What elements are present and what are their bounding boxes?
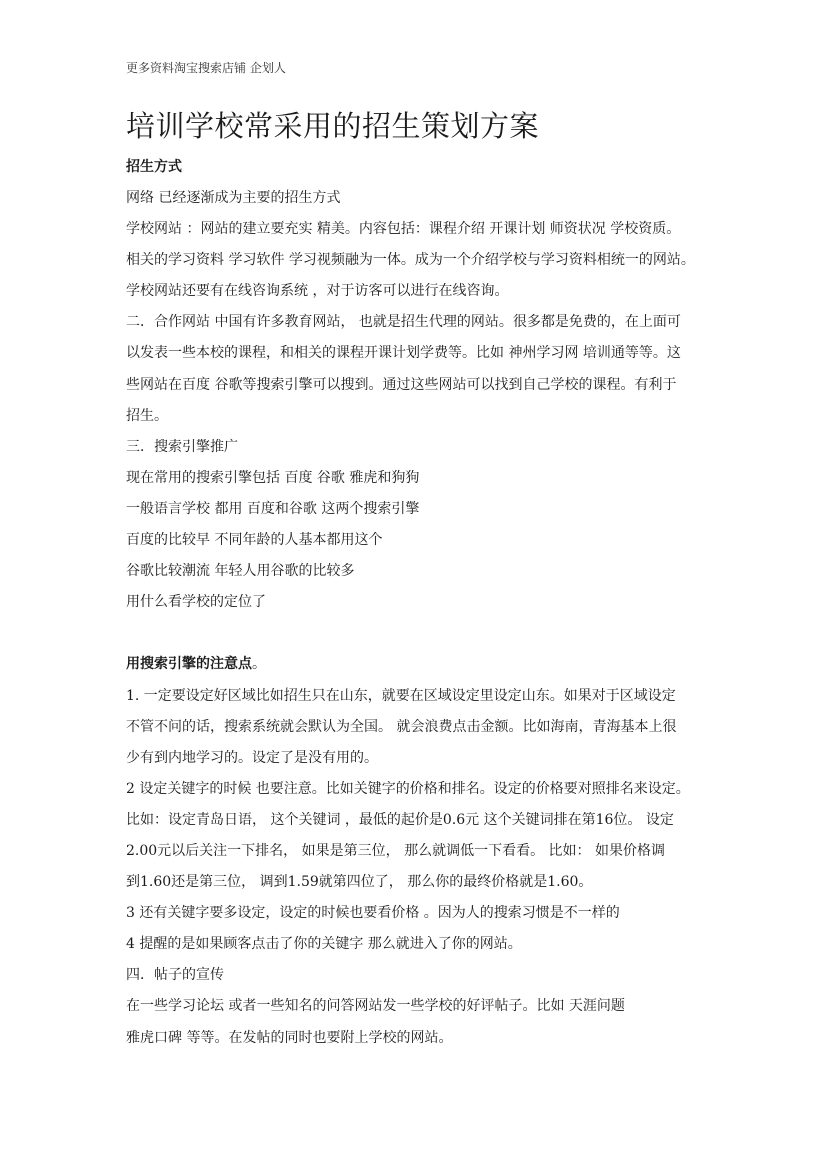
body-line: 2.00元以后关注一下排名， 如果是第三位， 那么就调低一下看看。 比如： 如果价格调 — [126, 842, 665, 859]
body-line: 在一些学习论坛 或者一些知名的问答网站发一些学校的好评帖子。比如 天涯问题 — [126, 998, 625, 1015]
body-line: 4 提醒的是如果顾客点击了你的关键字 那么就进入了你的网站。 — [126, 936, 522, 953]
section-heading-search-engine-notes — [126, 649, 726, 680]
body-line: 一般语言学校 都用 百度和谷歌 这两个搜索引擎 — [126, 500, 420, 517]
body-line: 相关的学习资料 学习软件 学习视频融为一体。成为一个介绍学校与学习资料相统一的网站。 — [126, 252, 695, 269]
section-heading-enrollment-methods: 招生方式 — [126, 159, 182, 175]
body-line: 少有到内地学习的。设定了是没有用的。 — [126, 749, 378, 766]
body-line: 招生。 — [126, 407, 168, 424]
bold-heading-text: 用搜索引擎的注意点 — [126, 656, 252, 673]
document-title: 培训学校常采用的招生策划方案 — [126, 109, 540, 143]
body-line: 三．搜索引擎推广 — [126, 438, 238, 455]
body-line: 学校网站 ：网站的建立要充实 精美。内容包括：课程介绍 开课计划 师资状况 学校资质。 — [126, 221, 681, 238]
body-line: 二．合作网站 中国有许多教育网站， 也就是招生代理的网站。很多都是免费的，在上面可 — [126, 314, 681, 331]
body-line: 到1.60还是第三位， 调到1.59就第四位了， 那么你的最终价格就是1.60。 — [126, 874, 593, 891]
blank-line — [126, 618, 726, 649]
body-line: 现在常用的搜索引擎包括 百度 谷歌 雅虎和狗狗 — [126, 469, 420, 486]
body-line: 以发表一些本校的课程，和相关的课程开课计划学费等。比如 神州学习网 培训通等等。这 — [126, 345, 681, 362]
body-line: 1. 一定要设定好区域比如招生只在山东，就要在区域设定里设定山东。如果对于区域设定 — [126, 687, 676, 704]
body-line: 百度的比较早 不同年龄的人基本都用这个 — [126, 532, 383, 549]
body-line: 学校网站还要有在线咨询系统 ，对于访客可以进行在线咨询。 — [126, 283, 509, 300]
body-line: 四．帖子的宣传 — [126, 967, 224, 984]
body-line: 2 设定关键字的时候 也要注意。比如关键字的价格和排名。设定的价格要对照排名来设定。 — [126, 780, 690, 797]
body-line: 网络 已经逐渐成为主要的招生方式 — [126, 190, 341, 206]
body-line: 谷歌比较潮流 年轻人用谷歌的比较多 — [126, 563, 355, 580]
document-body — [126, 183, 726, 1054]
body-line: 3 还有关键字要多设定，设定的时候也要看价格 。因为人的搜索习惯是不一样的 — [126, 905, 620, 922]
body-line: 些网站在百度 谷歌等搜索引擎可以搜到。通过这些网站可以找到自己学校的课程。有利于 — [126, 376, 677, 393]
body-line: 雅虎口碑 等等。在发帖的同时也要附上学校的网站。 — [126, 1029, 453, 1046]
body-line: 比如：设定青岛日语， 这个关键词 ，最低的起价是0.6元 这个关键词排在第16位。 设定 — [126, 811, 674, 828]
body-line: 用什么看学校的定位了 — [126, 594, 266, 611]
bold-heading-tail: 。 — [252, 656, 266, 673]
header-note: 更多资料淘宝搜索店铺 企划人 — [126, 61, 286, 75]
body-line: 不管不问的话，搜索系统就会默认为全国。 就会浪费点击金额。比如海南，青海基本上很 — [126, 718, 677, 735]
